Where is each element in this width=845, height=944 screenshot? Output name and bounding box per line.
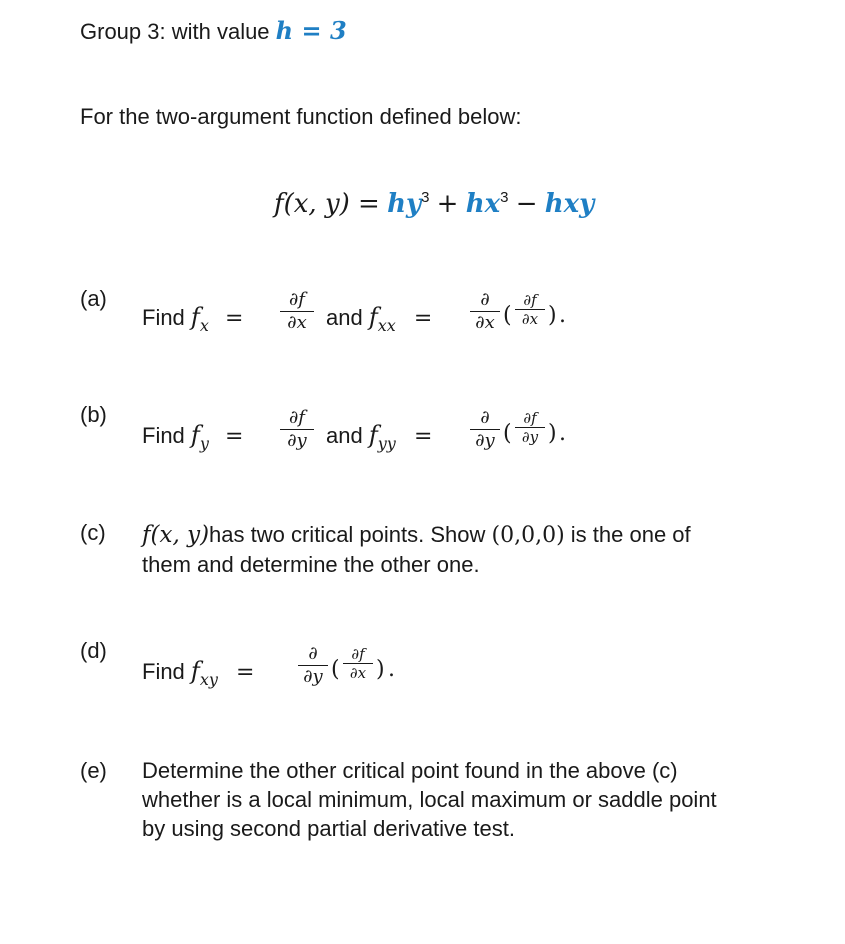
group-title: Group 3: with value h = 3	[80, 16, 347, 45]
function-lhs: f(x, y) =	[274, 189, 380, 219]
part-b-and: and $f_{yy}$ =	[326, 421, 433, 453]
fraction-df-dx: ∂f ∂x	[280, 290, 314, 333]
fraction-df-dy: ∂f ∂y	[280, 408, 314, 451]
part-b-label: (b)	[80, 402, 107, 427]
intro-text: For the two-argument function defined below:	[80, 104, 522, 129]
fraction-df-dx-inner: ∂f ∂x	[515, 292, 545, 327]
term-hxy: hxy	[544, 189, 595, 219]
part-e-line1: Determine the other critical point found in the above (c)	[142, 758, 678, 783]
fraction-d-dy-d: ∂ ∂y	[298, 644, 328, 687]
fraction-d-dx: ∂ ∂x	[470, 290, 500, 333]
part-d-find: Find $f_{xy}$ =	[142, 657, 255, 689]
part-c-line1: f(x, y)has two critical points. Show (0,0,0) is the one of	[142, 522, 691, 548]
part-a-and: and $f_{xx}$ =	[326, 303, 433, 335]
function-definition: f(x, $y) = hy^3 + hx^3$ − hxy	[274, 189, 595, 219]
term-hy: hy	[387, 189, 422, 219]
part-c-line2: them and determine the other one.	[142, 552, 480, 577]
part-c-label: (c)	[80, 520, 106, 545]
part-e-line3: by using second partial derivative test.	[142, 816, 515, 841]
part-d-label: (d)	[80, 638, 107, 663]
part-b-find: Find $f_y$ =	[142, 421, 244, 453]
fraction-d-dy: ∂ ∂y	[470, 408, 500, 451]
fraction-df-dx-d: ∂f ∂x	[343, 646, 373, 681]
part-e-label: (e)	[80, 758, 107, 783]
part-a-find: Find $f_x$ =	[142, 303, 244, 335]
fraction-df-dy-inner: ∂f ∂y	[515, 410, 545, 445]
part-e-line2: whether is a local minimum, local maximum or saddle point	[142, 787, 717, 812]
part-a-label: (a)	[80, 286, 107, 311]
h-value: h = 3	[275, 16, 347, 45]
term-hx: hx	[465, 189, 501, 219]
